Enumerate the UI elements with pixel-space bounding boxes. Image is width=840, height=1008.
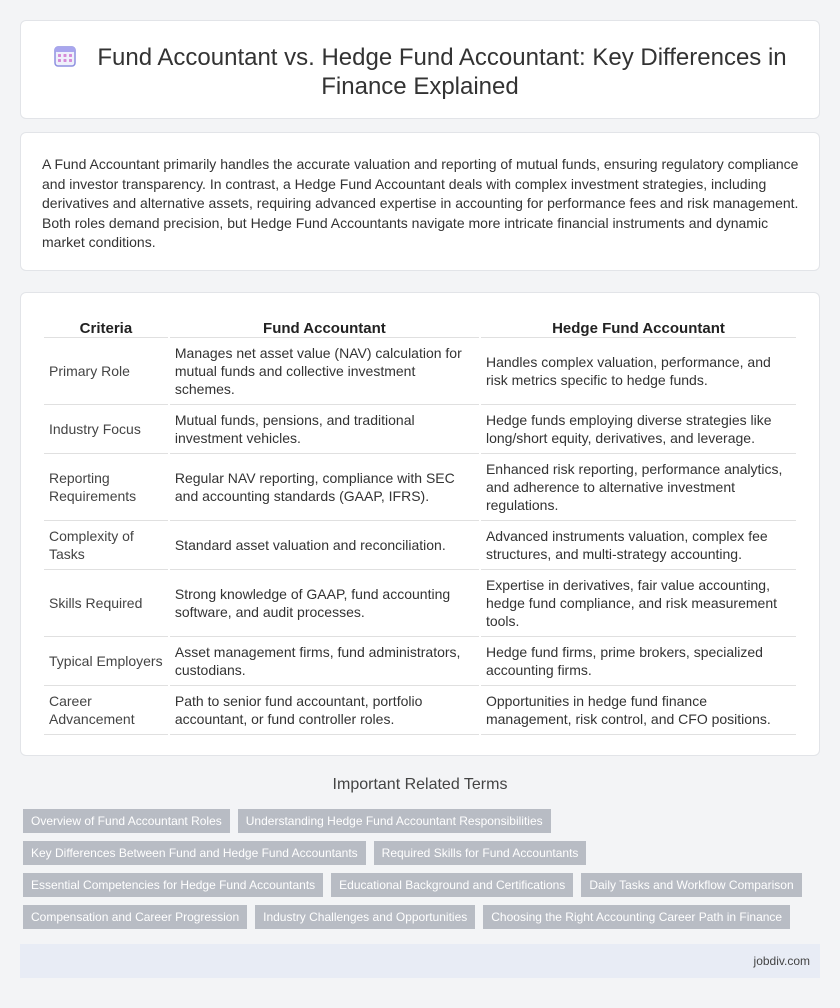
- fund-cell: Strong knowledge of GAAP, fund accounting software, and audit processes.: [170, 570, 479, 637]
- table-row: [44, 570, 796, 637]
- related-terms-tags: [23, 809, 823, 937]
- footer: [20, 944, 820, 978]
- tag-row: [23, 873, 823, 897]
- criteria-cell: Primary Role: [44, 338, 168, 405]
- fund-cell: Asset management firms, fund administrators, custodians.: [170, 637, 479, 686]
- fund-cell: Manages net asset value (NAV) calculation for mutual funds and collective investment schemes.: [170, 338, 479, 405]
- table-row: [44, 405, 796, 454]
- related-term-tag[interactable]: Educational Background and Certifications: [331, 873, 573, 897]
- related-term-tag[interactable]: Compensation and Career Progression: [23, 905, 247, 929]
- criteria-cell: Skills Required: [44, 570, 168, 637]
- fund-cell: Mutual funds, pensions, and traditional investment vehicles.: [170, 405, 479, 454]
- criteria-cell: Typical Employers: [44, 637, 168, 686]
- page-title: [51, 43, 789, 101]
- table-row: [44, 454, 796, 521]
- footer-site-link[interactable]: jobdiv.com: [753, 954, 810, 968]
- hedge-cell: Handles complex valuation, performance, and risk metrics specific to hedge funds.: [481, 338, 796, 405]
- hedge-cell: Enhanced risk reporting, performance analytics, and adherence to alternative investment regulations.: [481, 454, 796, 521]
- related-term-tag[interactable]: Understanding Hedge Fund Accountant Responsibilities: [238, 809, 551, 833]
- hedge-cell: Hedge funds employing diverse strategies like long/short equity, derivatives, and leverage.: [481, 405, 796, 454]
- related-term-tag[interactable]: Required Skills for Fund Accountants: [374, 841, 587, 865]
- calendar-icon: [53, 44, 77, 68]
- related-term-tag[interactable]: Key Differences Between Fund and Hedge Fund Accountants: [23, 841, 366, 865]
- related-term-tag[interactable]: Overview of Fund Accountant Roles: [23, 809, 230, 833]
- related-term-tag[interactable]: Industry Challenges and Opportunities: [255, 905, 475, 929]
- related-term-tag[interactable]: Choosing the Right Accounting Career Path in Finance: [483, 905, 790, 929]
- fund-cell: Path to senior fund accountant, portfolio accountant, or fund controller roles.: [170, 686, 479, 735]
- header-hedge-fund-accountant: Hedge Fund Accountant: [481, 315, 796, 338]
- comparison-table-card: [20, 292, 820, 756]
- table-row: [44, 338, 796, 405]
- hedge-cell: Expertise in derivatives, fair value accounting, hedge fund compliance, and risk measurement tools.: [481, 570, 796, 637]
- hedge-cell: Opportunities in hedge fund finance management, risk control, and CFO positions.: [481, 686, 796, 735]
- fund-cell: Regular NAV reporting, compliance with SEC and accounting standards (GAAP, IFRS).: [170, 454, 479, 521]
- hedge-cell: Hedge fund firms, prime brokers, specialized accounting firms.: [481, 637, 796, 686]
- table-row: [44, 637, 796, 686]
- related-term-tag[interactable]: Daily Tasks and Workflow Comparison: [581, 873, 801, 897]
- header-criteria: Criteria: [44, 315, 168, 338]
- header-fund-accountant: Fund Accountant: [170, 315, 479, 338]
- tag-row: [23, 809, 823, 833]
- criteria-cell: Reporting Requirements: [44, 454, 168, 521]
- table-header-row: [44, 315, 796, 338]
- tag-row: [23, 905, 823, 929]
- fund-cell: Standard asset valuation and reconciliation.: [170, 521, 479, 570]
- comparison-table: [42, 315, 798, 735]
- tag-row: [23, 841, 823, 865]
- table-row: [44, 686, 796, 735]
- intro-paragraph: A Fund Accountant primarily handles the accurate valuation and reporting of mutual funds, ensuring regulatory compliance and investor transparency. In contrast, a Hedge Fund Accountant deals with complex investment strategies, including derivatives and alternative assets, requiring advanced expertise in accounting for performance fees and risk management. Both roles demand precision, but Hedge Fund Accountants navigate more intricate financial instruments and dynamic market conditions.: [42, 156, 799, 251]
- related-terms-heading: Important Related Terms: [332, 776, 508, 793]
- criteria-cell: Industry Focus: [44, 405, 168, 454]
- related-term-tag[interactable]: Essential Competencies for Hedge Fund Accountants: [23, 873, 323, 897]
- criteria-cell: Career Advancement: [44, 686, 168, 735]
- hedge-cell: Advanced instruments valuation, complex fee structures, and multi-strategy accounting.: [481, 521, 796, 570]
- criteria-cell: Complexity of Tasks: [44, 521, 168, 570]
- table-row: [44, 521, 796, 570]
- page-title-text: Fund Accountant vs. Hedge Fund Accountant: Key Differences in Finance Explained: [97, 44, 787, 100]
- title-card: [20, 20, 820, 119]
- intro-card: [20, 132, 820, 271]
